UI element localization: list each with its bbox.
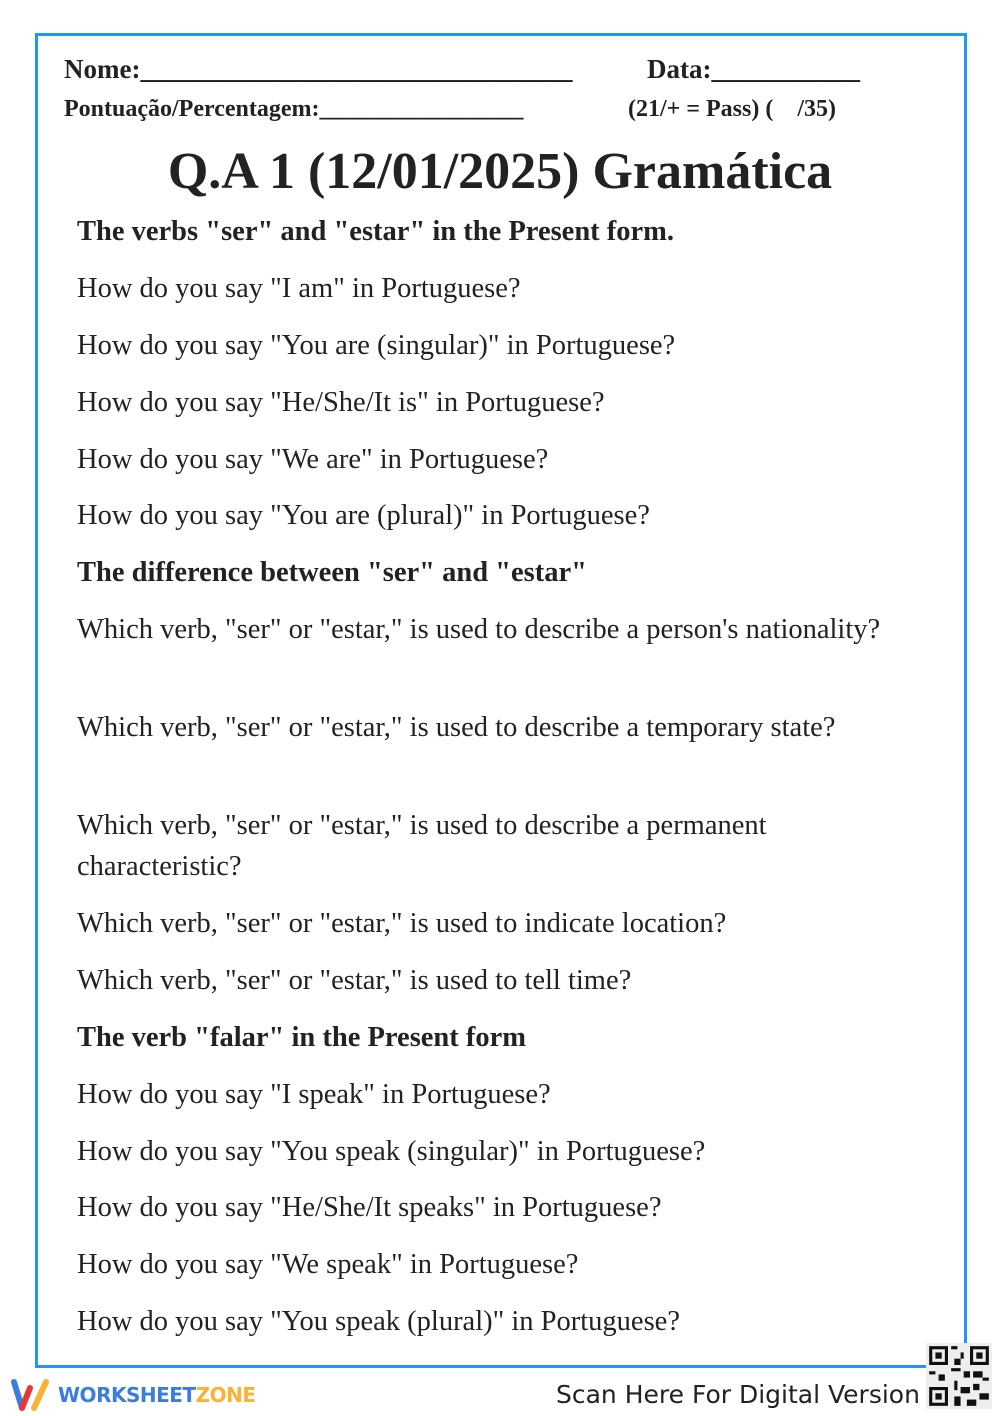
question-text: How do you say "We speak" in Portuguese? [77,1249,579,1280]
name-field[interactable]: Nome:________________________________ [64,54,573,84]
section-heading: The difference between "ser" and "estar" [77,557,587,588]
question-text: Which verb, "ser" or "estar," is used to describe a permanent [77,810,767,841]
date-field[interactable]: Data:___________ [647,54,860,84]
question-text: Which verb, "ser" or "estar," is used to indicate location? [77,908,727,939]
worksheetzone-logo [10,1378,255,1412]
score-field[interactable]: Pontuação/Percentagem:_________________ [64,96,524,122]
scan-text: Scan Here For Digital Version [556,1380,920,1409]
question-text: Which verb, "ser" or "estar," is used to describe a temporary state? [77,712,836,743]
qr-code-icon[interactable] [926,1343,992,1409]
page-title: Q.A 1 (12/01/2025) Gramática [167,143,833,200]
brand-worksheet: WORKSHEET [58,1383,196,1407]
question-text: How do you say "You speak (plural)" in Portuguese? [77,1306,680,1337]
logo-w-icon [10,1378,52,1412]
section-heading: The verb "falar" in the Present form [77,1022,527,1053]
pass-note: (21/+ = Pass) ( /35) [628,96,836,122]
brand-zone: ZONE [195,1383,256,1407]
question-text: How do you say "You are (plural)" in Portuguese? [77,500,650,531]
question-text: How do you say "I am" in Portuguese? [77,273,521,304]
question-text: How do you say "He/She/It is" in Portuguese? [77,387,605,418]
question-text: How do you say "I speak" in Portuguese? [77,1079,551,1110]
question-text: characteristic? [77,851,242,882]
question-text: Which verb, "ser" or "estar," is used to tell time? [77,965,632,996]
question-text: How do you say "We are" in Portuguese? [77,444,549,475]
question-text: How do you say "You are (singular)" in Portuguese? [77,330,676,361]
question-text: How do you say "You speak (singular)" in Portuguese? [77,1136,706,1167]
question-text: Which verb, "ser" or "estar," is used to describe a person's nationality? [77,614,881,645]
question-text: How do you say "He/She/It speaks" in Portuguese? [77,1192,662,1223]
section-heading: The verbs "ser" and "estar" in the Present form. [77,216,675,247]
